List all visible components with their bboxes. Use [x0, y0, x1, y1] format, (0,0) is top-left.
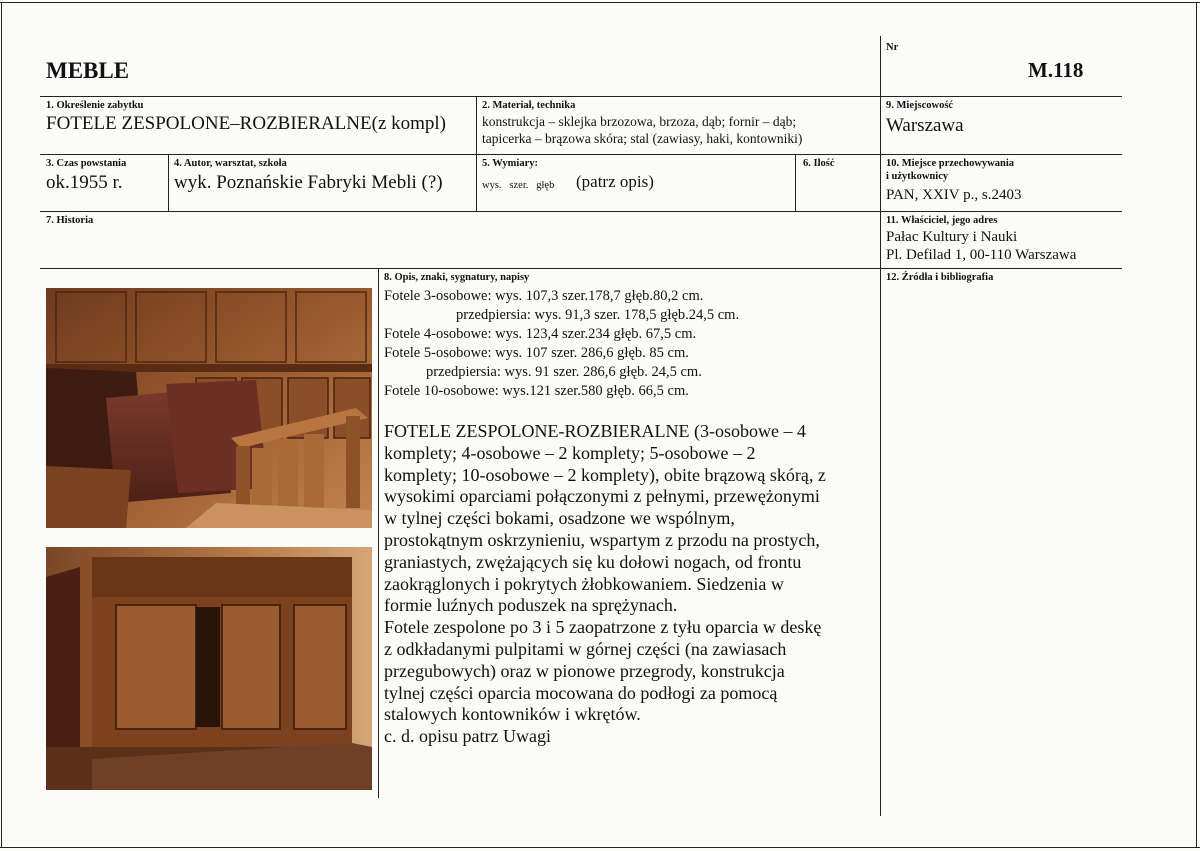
dims-line-5-seat-front: przedpiersia: wys. 91 szer. 286,6 głęb. 24,5 cm.: [426, 364, 702, 380]
description-line: tylnej części oparcia mocowana do podłogi za pomocą: [384, 682, 778, 703]
right-border: [1196, 2, 1197, 848]
category-title: MEBLE: [46, 58, 130, 83]
row-divider-1: [40, 96, 1122, 97]
field-7-label: 7. Historia: [46, 215, 94, 226]
field-9-label: 9. Miejscowość: [886, 100, 954, 111]
description-line: formie luźnych poduszek na sprężynach.: [384, 595, 678, 616]
dims-line-10-seat: Fotele 10-osobowe: wys.121 szer.580 głęb. 66,5 cm.: [384, 383, 689, 399]
dimensions-value: (patrz opis): [576, 172, 654, 191]
field-10-label-line-1: 10. Miejsce przechowywania: [886, 158, 1015, 169]
description-paragraph: [384, 421, 879, 748]
field-6-label: 6. Ilość: [803, 158, 835, 169]
description-line: z odkładanymi pulpitami w górnej części (na zawiasach: [384, 638, 787, 659]
photo-chairs-front-image: [46, 288, 372, 528]
field-5-label: 5. Wymiary:: [482, 158, 538, 169]
description-line: stalowych kontowników i wkrętów.: [384, 704, 641, 725]
description-line: komplety; 4-osobowe – 2 komplety; 5-osobowe – 2: [384, 442, 756, 463]
field-10-label-line-2: i użytkownicy: [886, 171, 949, 182]
top-border: [0, 2, 1200, 3]
storage-value: PAN, XXIV p., s.2403: [886, 187, 1022, 203]
dimensions-list: [384, 287, 739, 401]
dims-line-5-seat: Fotele 5-osobowe: wys. 107 szer. 286,6 głęb. 85 cm.: [384, 345, 689, 361]
material-line-2: tapicerka – brązowa skóra; stal (zawiasy, haki, kontowniki): [482, 131, 803, 146]
description-line: w tylnej części bokami, osadzone we wspólnym,: [384, 508, 735, 529]
row-divider-3: [40, 211, 1122, 212]
description-line: przegubowych) oraz w pionowe przegrody, konstrukcja: [384, 660, 785, 681]
description-line: graniastych, zwężających się ku dołowi nogach, od frontu: [384, 551, 802, 572]
dims-line-3-seat: Fotele 3-osobowe: wys. 107,3 szer.178,7 głęb.80,2 cm.: [384, 288, 704, 304]
dimensions-units: wys. szer. głęb: [482, 180, 555, 191]
row-divider-4: [40, 268, 1122, 269]
photo-chairs-back-image: [46, 547, 372, 790]
field-2-label: 2. Materiał, technika: [482, 100, 576, 111]
description-line: zaokrąglonych i pokrytych żłobkowaniem. Siedzenia w: [384, 573, 784, 594]
col-divider-3-4: [168, 154, 169, 212]
col-divider-1-2: [476, 96, 477, 212]
material-line-1: konstrukcja – sklejka brzozowa, brzoza, dąb; fornir – dąb;: [482, 114, 797, 129]
dims-line-3-seat-front: przedpiersia: wys. 91,3 szer. 178,5 głęb.24,5 cm.: [456, 307, 740, 323]
description-line: prostokątnym oskrzynieniu, wspartym z przodu na prostych,: [384, 529, 820, 550]
row-divider-2: [40, 154, 1122, 155]
author-value: wyk. Poznańskie Fabryki Mebli (?): [174, 172, 443, 193]
bottom-border: [0, 847, 1200, 848]
description-line: c. d. opisu patrz Uwagi: [384, 726, 551, 747]
description-line: komplety; 10-osobowe – 2 komplety), obite brązową skórą, z: [384, 464, 826, 485]
owner-line-1: Pałac Kultury i Nauki: [886, 229, 1018, 245]
col-divider-5-6: [795, 154, 796, 212]
location-value: Warszawa: [886, 115, 964, 136]
date-value: ok.1955 r.: [46, 172, 123, 193]
object-name: FOTELE ZESPOLONE–ROZBIERALNE(z kompl): [46, 113, 447, 134]
dims-line-4-seat: Fotele 4-osobowe: wys. 123,4 szer.234 głęb. 67,5 cm.: [384, 326, 697, 342]
field-8-label: 8. Opis, znaki, sygnatury, napisy: [384, 272, 530, 283]
left-border: [1, 2, 2, 848]
description-line: Fotele zespolone po 3 i 5 zaopatrzone z tyłu oparcia w deskę: [384, 617, 822, 638]
description-line: wysokimi oparciami połączonymi z pełnymi, przewężonymi: [384, 486, 820, 507]
col-divider-photo-desc: [378, 268, 379, 798]
field-3-label: 3. Czas powstania: [46, 158, 127, 169]
owner-line-2: Pl. Defilad 1, 00-110 Warszawa: [886, 247, 1077, 263]
field-4-label: 4. Autor, warsztat, szkoła: [174, 158, 287, 169]
field-1-label: 1. Określenie zabytku: [46, 100, 144, 111]
photo-chairs-back: [46, 547, 372, 790]
field-11-label: 11. Właściciel, jego adres: [886, 215, 998, 226]
description-line: FOTELE ZESPOLONE-ROZBIERALNE (3-osobowe – 4: [384, 421, 806, 441]
field-12-label: 12. Źródła i bibliografia: [886, 272, 994, 283]
col-divider-main: [880, 36, 881, 816]
nr-label: Nr: [886, 42, 899, 53]
photo-chairs-front: [46, 288, 372, 528]
inventory-number: M.118: [1028, 58, 1084, 82]
